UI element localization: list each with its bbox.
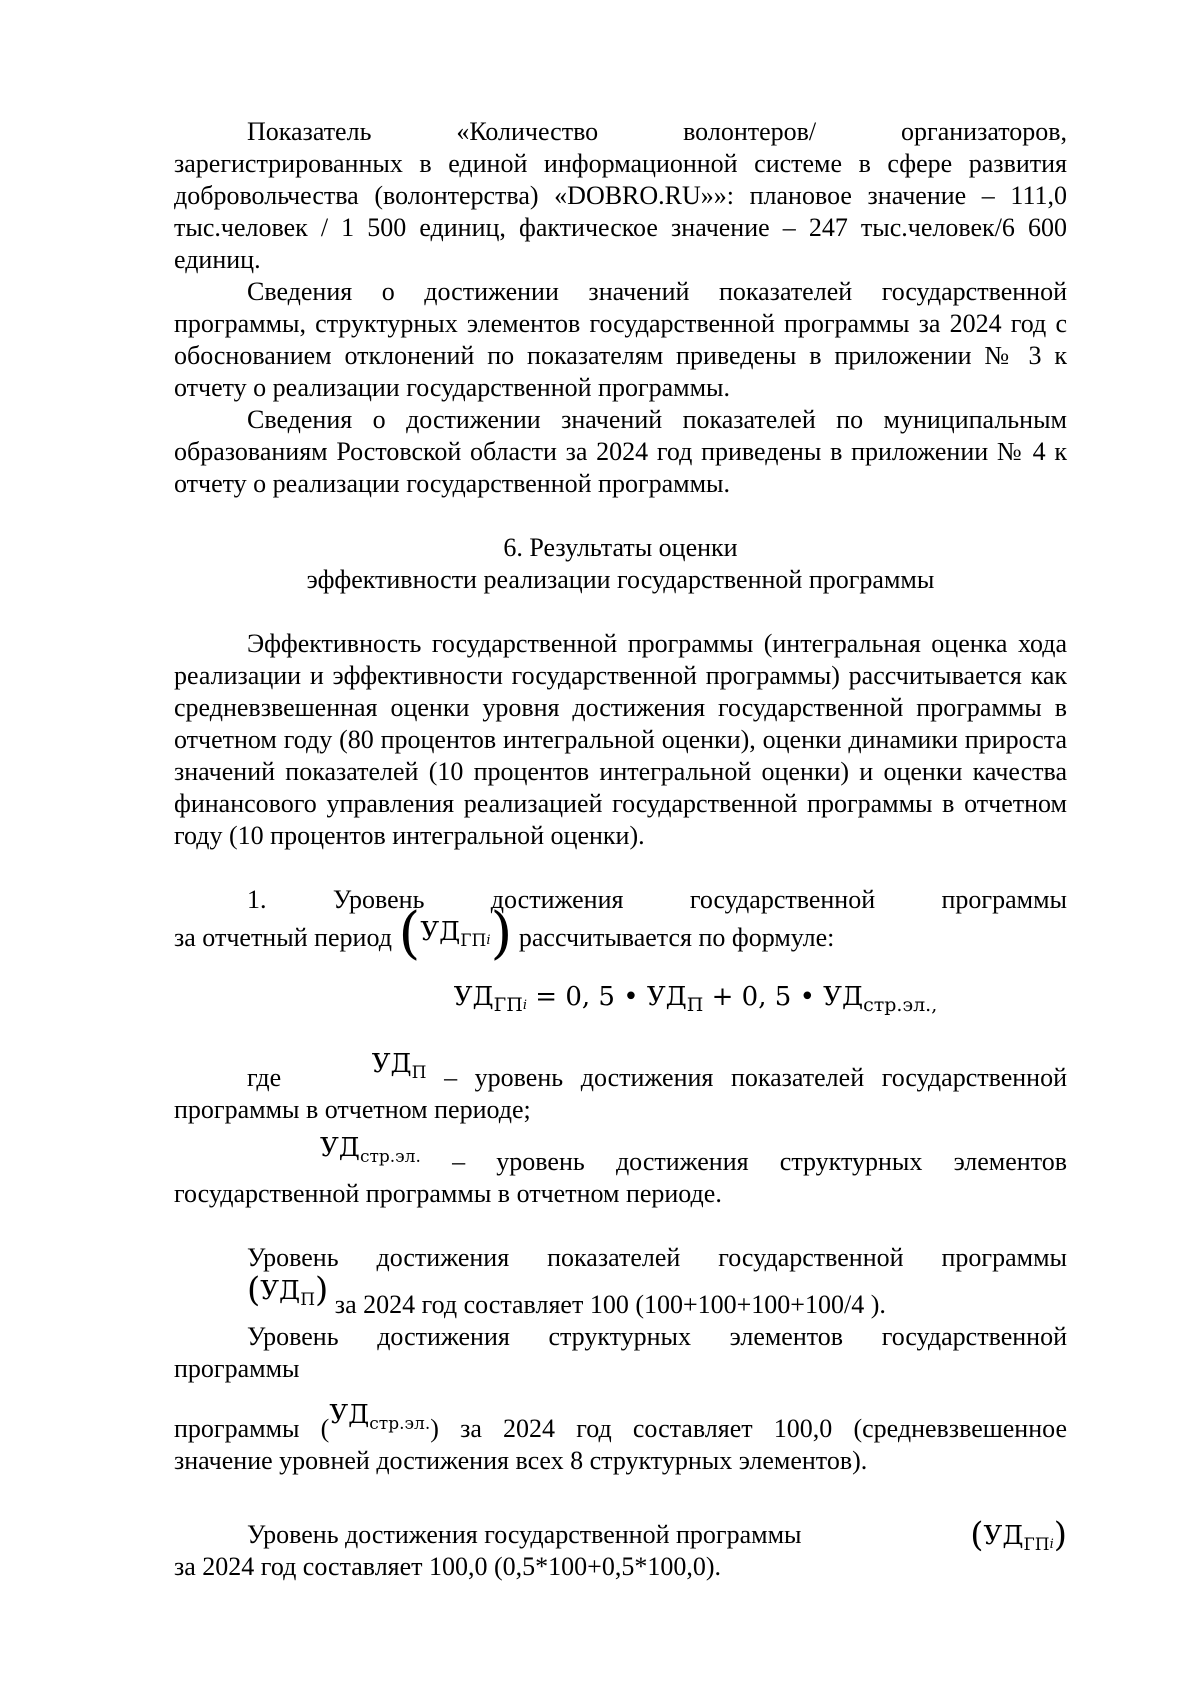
close-paren: ) — [490, 901, 513, 966]
formula-ud-gp — [174, 981, 1067, 1022]
item-1-lead — [174, 884, 1067, 916]
subscript-str: стр.эл. — [369, 1414, 431, 1434]
subscript-gp: ГП — [460, 931, 487, 951]
result-ud-str: программы $(УД_{стр.эл.})$ за 2024 год составляет 100,0 (средневзвешенное значение уровней достижения всех 8 структурных элементов). — [174, 1400, 1067, 1475]
formula-bullet-1: • — [623, 982, 639, 1012]
symbol-ud-p-parenthesized — [174, 1270, 329, 1316]
section-heading — [174, 532, 1067, 596]
symbol-ud-str-inline — [329, 1399, 430, 1440]
symbol-ud: УД — [371, 1049, 412, 1079]
subscript-i: i — [486, 933, 491, 948]
subscript-p: П — [411, 1063, 427, 1083]
document-page — [174, 116, 1067, 1583]
close-paren: ) — [1053, 1515, 1067, 1555]
result-ud-p-lead: Уровень достижения показателей государственной программы — [247, 1243, 1067, 1272]
symbol-ud: УД — [320, 1133, 360, 1163]
item-1-formula-intro: рассчитывается по формуле: — [518, 923, 835, 952]
definition-ud-p — [174, 1048, 1067, 1126]
section-title-line-2: эффективности реализации государственной программы — [306, 565, 935, 594]
symbol-ud-gp-i-result — [897, 1515, 1067, 1561]
formula-comma: , — [931, 994, 938, 1016]
result-ud-str-tail: за 2024 год составляет 100,0 (средневзвешенное значение уровней достижения всех 8 структурных элементов). — [174, 1414, 1067, 1475]
open-paren: ( — [970, 1515, 984, 1555]
formula-ud-str-term: УД — [823, 982, 864, 1012]
formula-equals: = — [535, 982, 558, 1012]
formula-coef-1: 0, 5 — [565, 982, 615, 1012]
item-1-line-2 — [174, 901, 1067, 966]
open-paren: ( — [398, 901, 421, 966]
subscript-gp: ГП — [1023, 1535, 1050, 1555]
result-ud-str-lead-text: Уровень достижения структурных элементов государственной программы — [174, 1322, 1067, 1383]
definition-where: где — [247, 1063, 282, 1092]
formula-sub-gp: ГП — [493, 994, 523, 1016]
symbol-ud: УД — [329, 1400, 370, 1430]
formula-plus: + — [711, 982, 734, 1012]
definition-ud-p-text: – уровень достижения показателей государственной программы в отчетном периоде; — [174, 1063, 1067, 1124]
formula-sub-str: стр.эл. — [863, 994, 932, 1016]
symbol-ud-str — [247, 1132, 421, 1173]
paragraph-volunteers-indicator: Показатель «Количество волонтеров/ организаторов, зарегистрированных в единой информационной системе в сфере развития добровольчества (волонтерства) «DOBRO.RU»»: плановое значение – 111,0 тыс.человек / 1 500 единиц, фактическое значение – 247 тыс.человек/6 600 единиц. — [174, 117, 1067, 274]
close-paren: ) — [315, 1270, 329, 1310]
subscript-i: i — [1049, 1537, 1054, 1552]
symbol-ud: УД — [420, 917, 461, 947]
formula-bullet-2: • — [799, 982, 815, 1012]
definition-ud-str-text: – уровень достижения структурных элементов государственной программы в отчетном периоде. — [174, 1147, 1067, 1208]
result-ud-str-lead — [174, 1321, 1067, 1385]
open-paren: ( — [247, 1270, 261, 1310]
result-ud-p-tail: за 2024 год составляет 100 (100+100+100+100/4 ). — [334, 1290, 886, 1319]
result-ud-gp-tail: за 2024 год составляет 100,0 (0,5*100+0,5*100,0). — [174, 1552, 722, 1581]
result-ud-p — [174, 1242, 1067, 1321]
symbol-ud: УД — [983, 1521, 1024, 1551]
result-ud-gp-lead: Уровень достижения государственной программы — [247, 1520, 802, 1549]
subscript-str: стр.эл. — [359, 1147, 421, 1167]
formula-ud-p-term: УД — [646, 982, 687, 1012]
open-paren: ( — [320, 1414, 330, 1443]
subscript-p: П — [300, 1290, 316, 1310]
formula-sub-i: i — [522, 998, 527, 1013]
formula-sub-p: П — [686, 994, 704, 1016]
paragraph-efficiency: Эффективность государственной программы (интегральная оценка хода реализации и эффективности государственной программы) рассчитывается как средневзвешенная оценки уровня достижения государственной программы в отчетном году (80 процентов интегральной оценки), оценки динамики прироста значений показателей (10 процентов интегральной оценки) и оценки качества финансового управления реализацией государственной программы в отчетном году (10 процентов интегральной оценки). — [174, 629, 1067, 850]
symbol-ud-p — [299, 1048, 427, 1089]
definition-ud-str — [174, 1132, 1067, 1210]
paragraph-appendix-3: Сведения о достижении значений показателей государственной программы, структурных элементов государственной программы за 2024 год с обоснованием отклонений по показателям приведены в приложении № 3 к отчету о реализации государственной программы. — [174, 277, 1067, 402]
section-title-line-1: 6. Результаты оценки — [503, 533, 738, 562]
item-1-period-text: за отчетный период — [174, 923, 392, 952]
paragraph-appendix-4: Сведения о достижении значений показателей по муниципальным образованиям Ростовской области за 2024 год приведены в приложении № 4 к отчету о реализации государственной программы. — [174, 405, 1067, 498]
result-ud-gp — [174, 1515, 1067, 1555]
symbol-ud: УД — [260, 1276, 301, 1306]
symbol-ud-gp-i-parenthesized — [398, 901, 513, 966]
item-1-lead-text: 1. Уровень достижения государственной программы — [247, 885, 1067, 914]
formula-coef-2: 0, 5 — [741, 982, 792, 1012]
formula-ud-gp-term: УД — [453, 982, 494, 1012]
